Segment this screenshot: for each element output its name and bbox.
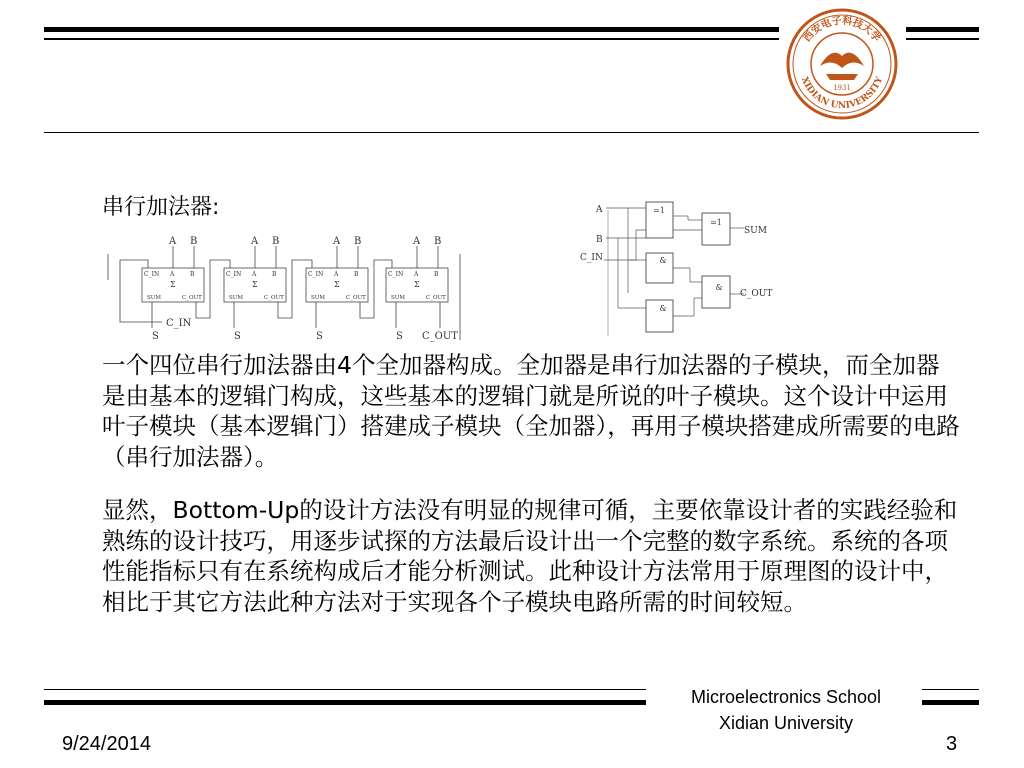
input-label-b: B — [434, 236, 442, 247]
block-pin-sum: SUM — [391, 295, 406, 301]
serial-adder-diagram — [98, 230, 468, 342]
sum-output-label: S — [396, 331, 403, 342]
footer-school: Microelectronics School — [690, 687, 882, 707]
gate-sum-label: SUM — [744, 226, 767, 236]
input-label-b: B — [354, 236, 362, 247]
carry-out-label: C_OUT — [422, 331, 458, 342]
input-label-b: B — [272, 236, 280, 247]
block-pin-cin: C_IN — [226, 271, 242, 278]
input-label-a: A — [413, 236, 421, 247]
block-pin-b: B — [190, 271, 195, 278]
block-pin-sum: SUM — [311, 295, 326, 301]
or-gate — [702, 276, 730, 308]
logo-top-text: 西安电子科技大学 — [801, 15, 883, 45]
header-divider-line — [44, 132, 979, 133]
block-pin-cout: C_OUT — [264, 295, 284, 301]
header-thick-line-left — [44, 27, 779, 32]
logo-year: 1931 — [833, 84, 851, 92]
or-gate-label: & — [715, 283, 723, 292]
paragraph-serial-adder: 一个四位串行加法器由4个全加器构成。全加器是串行加法器的子模块，而全加器是由基本的逻辑门构成，这些基本的逻辑门就是所说的叶子模块。这个设计中运用叶子模块（基本逻辑门）搭建成子模块（全加器），再用子模块搭建成所需要的电路（串行加法器）。 — [102, 351, 960, 471]
gate-cout-label: C_OUT — [740, 289, 773, 299]
sum-output-label: S — [152, 331, 159, 342]
block-sigma: Σ — [414, 280, 420, 289]
input-label-a: A — [333, 236, 341, 247]
footer-thin-line-right — [922, 689, 979, 690]
xor-gate-1-label: =1 — [653, 206, 665, 215]
carry-in-label: C_IN — [166, 318, 192, 329]
footer-thin-line-left — [44, 689, 646, 690]
block-pin-cin: C_IN — [388, 271, 404, 278]
block-sigma: Σ — [170, 280, 176, 289]
full-adder-gate-diagram — [578, 198, 788, 338]
header-thick-line-right — [906, 27, 979, 32]
block-pin-cout: C_OUT — [426, 295, 446, 301]
block-pin-cout: C_OUT — [346, 295, 366, 301]
footer-thick-line-right — [922, 700, 979, 705]
input-label-b: B — [190, 236, 198, 247]
paragraph-bottom-up: 显然，Bottom-Up的设计方法没有明显的规律可循，主要依靠设计者的实践经验和熟练的设计技巧，用逐步试探的方法最后设计出一个完整的数字系统。系统的各项性能指标只有在系统构成后才能分析测试。此种设计方法常用于原理图的设计中，相比于其它方法此种方法对于实现各个子模块电路所需的时间较短。 — [102, 496, 958, 616]
block-pin-a: A — [252, 271, 257, 278]
block-pin-b: B — [354, 271, 359, 278]
block-pin-a: A — [170, 271, 175, 278]
logo-bottom-text: XIDIAN UNIVERSITY — [798, 75, 886, 112]
block-pin-sum: SUM — [147, 295, 162, 301]
and-gate-2-label: & — [659, 304, 667, 313]
footer-thick-line-left — [44, 700, 646, 705]
sum-output-label: S — [234, 331, 241, 342]
block-sigma: Σ — [252, 280, 258, 289]
block-pin-b: B — [434, 271, 439, 278]
block-pin-a: A — [334, 271, 339, 278]
header-thin-line-right — [906, 38, 979, 40]
footer-university: Xidian University — [718, 713, 854, 733]
university-seal-logo — [780, 6, 905, 121]
and-gate-1-label: & — [659, 256, 667, 265]
footer-date: 9/24/2014 — [62, 733, 151, 755]
block-pin-a: A — [414, 271, 419, 278]
gate-input-cin: C_IN — [580, 253, 603, 263]
input-label-a: A — [251, 236, 259, 247]
block-pin-cin: C_IN — [308, 271, 324, 278]
block-pin-cin: C_IN — [144, 271, 160, 278]
xor-gate-2-label: =1 — [710, 218, 722, 227]
block-pin-cout: C_OUT — [182, 295, 202, 301]
block-sigma: Σ — [334, 280, 340, 289]
gate-input-a: A — [596, 205, 603, 215]
gate-input-b: B — [596, 235, 603, 245]
header-thin-line-left — [44, 38, 779, 40]
block-pin-sum: SUM — [229, 295, 244, 301]
sum-output-label: S — [316, 331, 323, 342]
block-pin-b: B — [272, 271, 277, 278]
page-number: 3 — [946, 733, 958, 755]
input-label-a: A — [169, 236, 177, 247]
logo-emblem-icon — [820, 53, 864, 68]
section-heading: 串行加法器: — [102, 195, 220, 220]
